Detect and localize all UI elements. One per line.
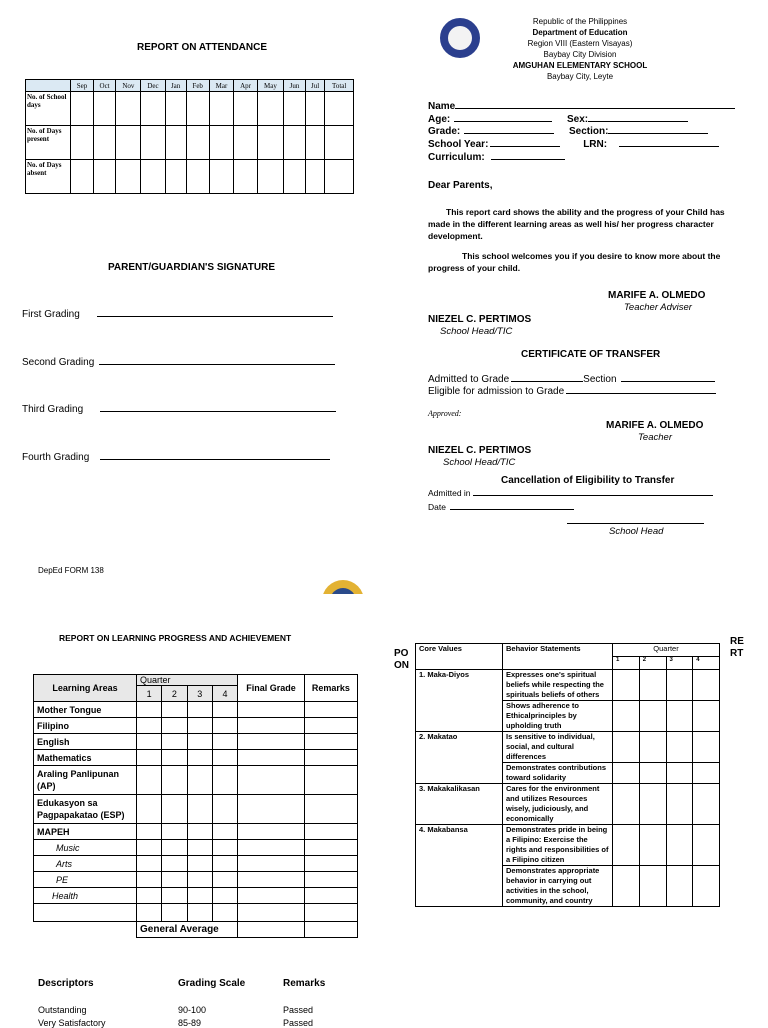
- mapeh-component: Health: [34, 888, 137, 904]
- core-value: 2. Makatao: [416, 732, 503, 784]
- learning-areas-table: [33, 674, 358, 938]
- date-line[interactable]: [450, 509, 574, 510]
- descriptor: Very Satisfactory: [38, 1018, 106, 1028]
- attendance-row-label: No. of Days present: [26, 126, 71, 160]
- cancellation-title: Cancellation of Eligibility to Transfer: [501, 475, 675, 486]
- admitted-label: Admitted to Grade: [428, 374, 510, 385]
- quarter-number: 4: [693, 657, 720, 670]
- school-header: [470, 16, 690, 82]
- signature-line: [100, 411, 336, 412]
- remark: Passed: [283, 1005, 314, 1015]
- month-header: Total: [325, 80, 354, 92]
- core-values-table: [415, 643, 720, 907]
- admitted-grade-row: [428, 374, 715, 385]
- eligible-line[interactable]: [566, 393, 716, 394]
- attendance-title: REPORT ON ATTENDANCE: [137, 42, 267, 53]
- adviser-name: MARIFE A. OLMEDO: [608, 290, 706, 301]
- subject-label: Mathematics: [34, 750, 137, 766]
- descriptor: Outstanding: [38, 1005, 87, 1015]
- signature-line: [99, 364, 335, 365]
- quarter-number: 3: [666, 657, 693, 670]
- name-field: [428, 101, 735, 112]
- month-header: Mar: [209, 80, 234, 92]
- approved-label: Approved:: [428, 409, 462, 418]
- curriculum-line[interactable]: [491, 159, 565, 160]
- teacher-title: Teacher: [638, 432, 672, 443]
- behavior-header: Behavior Statements: [503, 644, 613, 670]
- school-head-title-2: School Head/TIC: [443, 457, 516, 468]
- behavior-statement: Is sensitive to individual, social, and cultural differences: [503, 732, 613, 763]
- month-header: May: [257, 80, 283, 92]
- admitted-in-row: [428, 488, 713, 498]
- second-grading-row: [22, 357, 335, 368]
- school-head-signature-line: [567, 523, 704, 524]
- curriculum-label: Curriculum:: [428, 152, 485, 163]
- section-label: Section:: [569, 126, 609, 137]
- school-head-name-2: NIEZEL C. PERTIMOS: [428, 445, 532, 456]
- cut-off-right-2: RT: [730, 648, 744, 659]
- core-value: 3. Makakalikasan: [416, 784, 503, 825]
- date-label: Date: [428, 502, 446, 512]
- sex-label: Sex:: [567, 114, 589, 125]
- quarter-number: 3: [187, 686, 212, 702]
- header-line: Baybay City, Leyte: [546, 72, 614, 81]
- eligible-label: Eligible for admission to Grade: [428, 386, 565, 397]
- fourth-grading-row: [22, 452, 330, 463]
- cut-off-left-2: ON: [394, 660, 409, 671]
- age-label: Age:: [428, 114, 451, 125]
- first-grading-label: First Grading: [22, 309, 80, 320]
- header-line: AMGUHAN ELEMENTARY SCHOOL: [512, 61, 648, 70]
- attendance-table: [25, 79, 354, 194]
- subject-label: Filipino: [34, 718, 137, 734]
- behavior-statement: Expresses one's spiritual beliefs while respecting the spirituals beliefs of others: [503, 670, 613, 701]
- admitted-in-label: Admitted in: [428, 488, 471, 498]
- school-year-label: School Year:: [428, 139, 489, 150]
- first-grading-row: [22, 309, 333, 320]
- name-line[interactable]: [455, 108, 735, 109]
- quarter-number: 2: [162, 686, 187, 702]
- school-year-line[interactable]: [490, 146, 560, 147]
- grade-line[interactable]: [464, 133, 554, 134]
- month-header: Nov: [116, 80, 141, 92]
- curriculum-row: [428, 152, 565, 163]
- school-head-title: School Head/TIC: [440, 326, 513, 337]
- lrn-line[interactable]: [619, 146, 719, 147]
- eligible-row: [428, 386, 716, 397]
- month-header: Apr: [234, 80, 257, 92]
- mapeh-component: Music: [34, 840, 137, 856]
- grading-scale: 85-89: [178, 1018, 202, 1028]
- header-line: Baybay City Division: [543, 50, 617, 59]
- section-label: Section: [583, 374, 617, 385]
- quarter-number: 4: [212, 686, 237, 702]
- month-header: Jun: [284, 80, 306, 92]
- admitted-grade-line[interactable]: [511, 381, 583, 382]
- division-seal-icon: [322, 580, 364, 594]
- cut-off-text-left: [394, 648, 409, 672]
- second-grading-label: Second Grading: [22, 357, 95, 368]
- header-line: Republic of the Philippines: [532, 17, 628, 26]
- subject-label: English: [34, 734, 137, 750]
- guardian-title: PARENT/GUARDIAN'S SIGNATURE: [108, 262, 276, 273]
- behavior-statement: Demonstrates contributions toward solidarity: [503, 763, 613, 784]
- name-label: Name: [428, 101, 456, 112]
- behavior-statement: Demonstrates appropriate behavior in carrying out activities in the school, community, and country: [503, 866, 613, 907]
- quarter-number: 1: [613, 657, 640, 670]
- header-line: Region VIII (Eastern Visayas): [527, 39, 633, 48]
- core-values-header: Core Values: [416, 644, 503, 670]
- grading-scale-header: Grading Scale: [178, 978, 246, 989]
- month-header: Jan: [165, 80, 186, 92]
- core-value: 1. Maka-Diyos: [416, 670, 503, 732]
- quarter-header: Quarter: [137, 675, 238, 686]
- grade-label: Grade:: [428, 126, 461, 137]
- quarter-number: 2: [639, 657, 666, 670]
- signature-line: [100, 459, 330, 460]
- subject-label: Mother Tongue: [34, 702, 137, 718]
- month-header: Dec: [141, 80, 165, 92]
- section-line[interactable]: [608, 133, 708, 134]
- cut-off-right-1: RE: [730, 636, 744, 647]
- subject-label: MAPEH: [34, 824, 137, 840]
- salutation: Dear Parents,: [428, 180, 493, 191]
- core-value: 4. Makabansa: [416, 825, 503, 907]
- learning-areas-header: Learning Areas: [34, 675, 137, 702]
- lrn-label: LRN:: [583, 139, 608, 150]
- admitted-in-line[interactable]: [473, 495, 713, 496]
- subject-label: Edukasyon sa Pagpapakatao (ESP): [34, 795, 137, 824]
- school-year-lrn-row: [428, 139, 719, 150]
- age-line[interactable]: [454, 121, 552, 122]
- adviser-title: Teacher Adviser: [624, 302, 692, 313]
- third-grading-row: [22, 404, 336, 415]
- date-row: [428, 502, 574, 512]
- fourth-grading-label: Fourth Grading: [22, 452, 90, 463]
- attendance-corner: [26, 80, 71, 92]
- remarks-header: Remarks: [283, 978, 326, 989]
- header-line: Department of Education: [532, 28, 628, 37]
- cut-off-text-right: [730, 636, 744, 660]
- letter-paragraph-2: This school welcomes you if you desire to know more about the progress of your child.: [428, 251, 721, 273]
- final-grade-header: Final Grade: [238, 675, 305, 702]
- third-grading-label: Third Grading: [22, 404, 84, 415]
- quarter-number: 1: [137, 686, 162, 702]
- behavior-statement: Shows adherence to Ethicalprinciples by upholding truth: [503, 701, 613, 732]
- month-header: Sep: [71, 80, 94, 92]
- school-head-name: NIEZEL C. PERTIMOS: [428, 314, 532, 325]
- attendance-row-label: No. of School days: [26, 92, 71, 126]
- grading-scale: 90-100: [178, 1005, 207, 1015]
- month-header: Jul: [305, 80, 324, 92]
- mapeh-component: PE: [34, 872, 137, 888]
- letter-paragraph-1: This report card shows the ability and the progress of your Child has made in the different learning areas as well his/ her progress character development.: [428, 207, 725, 241]
- remark: Passed: [283, 1018, 314, 1028]
- school-head-label: School Head: [609, 526, 664, 537]
- learning-title: REPORT ON LEARNING PROGRESS AND ACHIEVEMENT: [59, 633, 292, 643]
- behavior-statement: Cares for the environment and utilizes Resources wisely, judiciously, and economically: [503, 784, 613, 825]
- form-code: DepEd FORM 138: [38, 566, 104, 575]
- cv-quarter-header: Quarter: [613, 644, 720, 657]
- behavior-statement: Demonstrates pride in being a Filipino: Exercise the rights and responsibilities of a Filipino citizen: [503, 825, 613, 866]
- cut-off-left-1: PO: [394, 648, 409, 659]
- subject-label: Araling Panlipunan (AP): [34, 766, 137, 795]
- remarks-header: Remarks: [304, 675, 357, 702]
- transfer-section-line[interactable]: [621, 381, 715, 382]
- general-average-label: General Average: [137, 922, 238, 938]
- transfer-title: CERTIFICATE OF TRANSFER: [521, 349, 661, 360]
- month-header: Feb: [186, 80, 209, 92]
- grade-section-row: [428, 126, 708, 137]
- descriptors-header: Descriptors: [38, 978, 94, 989]
- signature-line: [97, 316, 333, 317]
- attendance-row-label: No. of Days absent: [26, 160, 71, 194]
- month-header: Oct: [93, 80, 115, 92]
- teacher-name: MARIFE A. OLMEDO: [606, 420, 704, 431]
- sex-line[interactable]: [588, 121, 688, 122]
- mapeh-component: Arts: [34, 856, 137, 872]
- age-sex-row: [428, 114, 688, 125]
